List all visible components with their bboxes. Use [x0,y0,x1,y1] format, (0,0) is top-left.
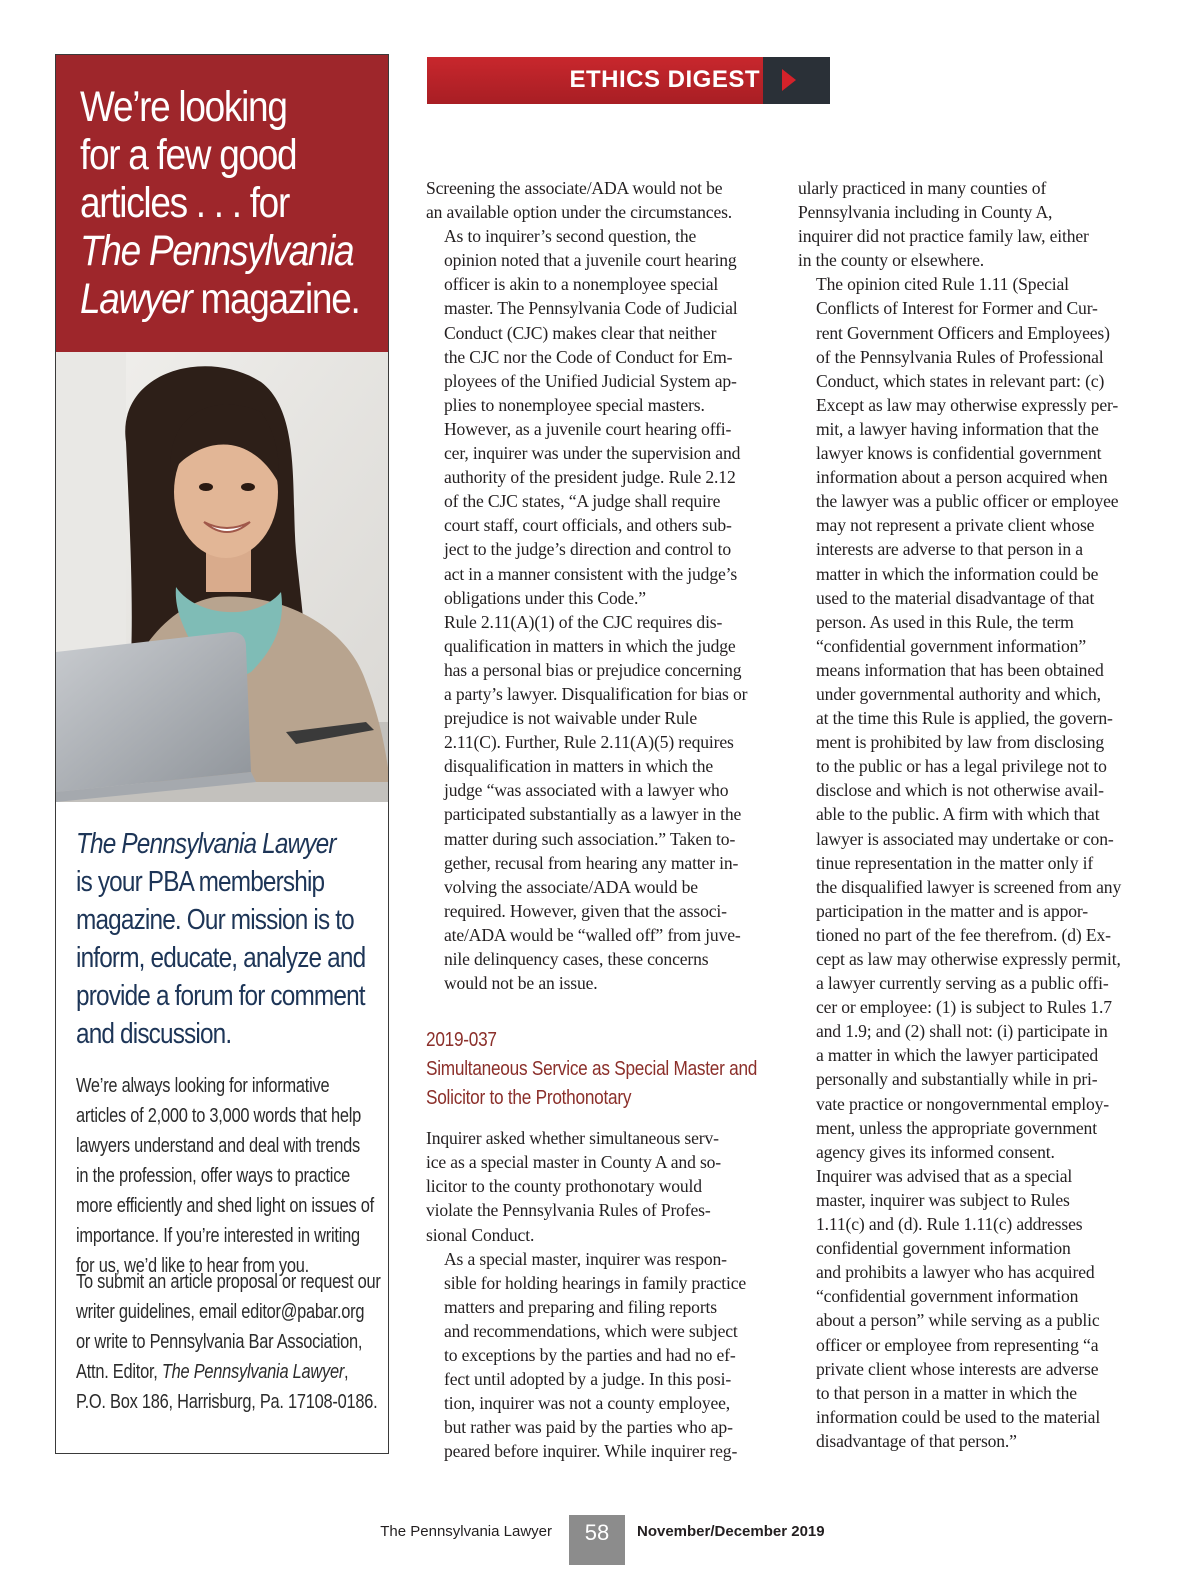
footer-issue-date: November/December 2019 [637,1523,825,1540]
footer-publication: The Pennsylvania Lawyer [380,1523,552,1540]
ad-headline-line: articles . . . for [80,179,289,227]
paragraph: As to inquirer’s second question, the opinion noted that a juvenile court hearing officer is akin to a nonemployee special master. The Pennsylvania Code of Judicial Conduct (CJC) makes clear that neither the CJC nor the Code of Conduct for Em- ployees of the Unified Judicial System ap- plies to nonemployee special masters. However, as a juvenile court hearing offi- cer, inquirer was under the supervision and authority of the president judge. Rule 2.12 of the CJC states, “A judge shall require court staff, court officials, and others sub- ject to the judge’s direction and control to act in a manner consistent with the judge’s obligations under this Code.” [444,226,741,608]
opinion-number: 2019-037 [426,1028,497,1052]
ad-headline-panel [56,55,388,352]
ad-lead-text [76,825,378,1053]
ad-submission-paragraph: To submit an article proposal or request our writer guidelines, email editor@pabar.org or write to Pennsylvania Bar Association, Attn. Editor, The Pennsylvania Lawyer, P.O. Box 186, Harrisburg, Pa. 17108-0186. [76,1271,381,1413]
woman-with-laptop-photo [56,352,388,802]
opinion-title: Solicitor to the Prothonotary [426,1086,632,1110]
ad-headline-line: We’re looking [80,83,287,131]
paragraph: Screening the associate/ADA would not be an available option under the circumstances. [426,178,733,223]
ad-headline-line: The Pennsylvania [80,227,354,275]
paragraph: Rule 2.11(A)(1) of the CJC requires dis- qualification in matters in which the judge has a personal bias or prejudice concerning a party’s lawyer. Disqualification for bias or prejudice is not waivable under Rule 2.11(C). Further, Rule 2.11(A)(5) requires disqualification in matters in which the judge “was associated with a lawyer who participated substantially as a lawyer in the matter during such association.” Taken to- gether, recusal from hearing any matter in- volving the associate/ADA would be required. However, given that the associ- ate/ADA would be “walled off” from juve- nile delinquency cases, these concerns would not be an issue. [444,611,748,994]
ad-headline [80,83,360,323]
paragraph: ularly practiced in many counties of Pennsylvania including in County A, inquirer did not practice family law, either in the county or elsewhere. [798,178,1089,271]
ad-body [76,825,381,1417]
arrow-right-icon [782,69,796,91]
ad-lead-line: The Pennsylvania Lawyer [76,828,336,860]
opinion-title: Simultaneous Service as Special Master and [426,1057,758,1081]
ad-lead-line: inform, educate, analyze and [76,942,366,974]
ad-headline-line: Lawyer magazine. [80,275,360,323]
paragraph: Inquirer was advised that as a special master, inquirer was subject to Rules 1.11(c) and (d). Rule 1.11(c) addresses confidential government information and prohibits a lawyer who has acquired “confidential government information about a person” while serving as a public officer or employee from representing “a private client whose interests are adverse to that person in a matter in which the information could be used to the material disadvantage of that person.” [816,1165,1101,1451]
article-column-2 [798,176,1138,1453]
article-column-1 [426,176,766,1464]
page-footer [0,1515,1200,1565]
ad-lead-line: magazine. Our mission is to [76,904,354,936]
magazine-ad-box [55,54,389,1454]
ad-lead-line: is your PBA membership [76,866,325,898]
ad-lead-line: provide a forum for comment [76,980,365,1012]
section-title: ETHICS DIGEST [569,66,760,93]
banner-dark-tab [763,57,830,104]
ad-lead-line: and discussion. [76,1018,232,1050]
section-banner [427,57,830,104]
paragraph: As a special master, inquirer was respon- sible for holding hearings in family practice matters and preparing and filing reports and recommendations, which were subject to exceptions by the parties and had no ef- fect until adopted by a judge. In this posi- tion, inquirer was not a county employee, but rather was paid by the parties who ap- peared before inquirer. While inquirer reg- [444,1248,747,1462]
ad-headline-line: for a few good [80,131,297,179]
opinion-heading [426,1025,758,1112]
ad-paragraph: We’re always looking for informative articles of 2,000 to 3,000 words that help lawyers understand and deal with trends in the profession, offer ways to practice more efficiently and shed light on issues of importance. If you’re interested in writing for us, we’d like to hear from you. [76,1075,374,1277]
paragraph: The opinion cited Rule 1.11 (Special Conflicts of Interest for Former and Cur- rent Government Officers and Employees) of the Pennsylvania Rules of Professional Conduct, which states in relevant part: (c) Except as law may otherwise expressly per- mit, a lawyer having information that the lawyer knows is confidential government information about a person acquired when the lawyer was a public officer or employee may not represent a private client whose interests are adverse to that person in a matter in which the information could be used to the material disadvantage of that person. As used in this Rule, the term “confidential government information” means information that has been obtained under governmental authority and which, at the time this Rule is applied, the govern- ment is prohibited by law from disclosing to the public or has a legal privilege not to disclose and which is not otherwise avail- able to the public. A firm with which that lawyer is associated may undertake or con- tinue representation in the matter only if the disqualified lawyer is screened from any participation in the matter and is appor- tioned no part of the fee therefrom. (d) Ex- cept as law may otherwise expressly permit, a lawyer currently serving as a public offi- cer or employee: (1) is subject to Rules 1.7 and 1.9; and (2) shall not: (i) participate in a matter in which the lawyer participated personally and substantially while in pri- vate practice or nongovernmental employ- ment, unless the appropriate government agency gives its informed consent. [816,274,1122,1162]
page-number: 58 [569,1515,625,1565]
paragraph: Inquirer asked whether simultaneous serv- ice as a special master in County A and so- licitor to the county prothonotary would violate the Pennsylvania Rules of Profes- sional Conduct. [426,1128,722,1245]
